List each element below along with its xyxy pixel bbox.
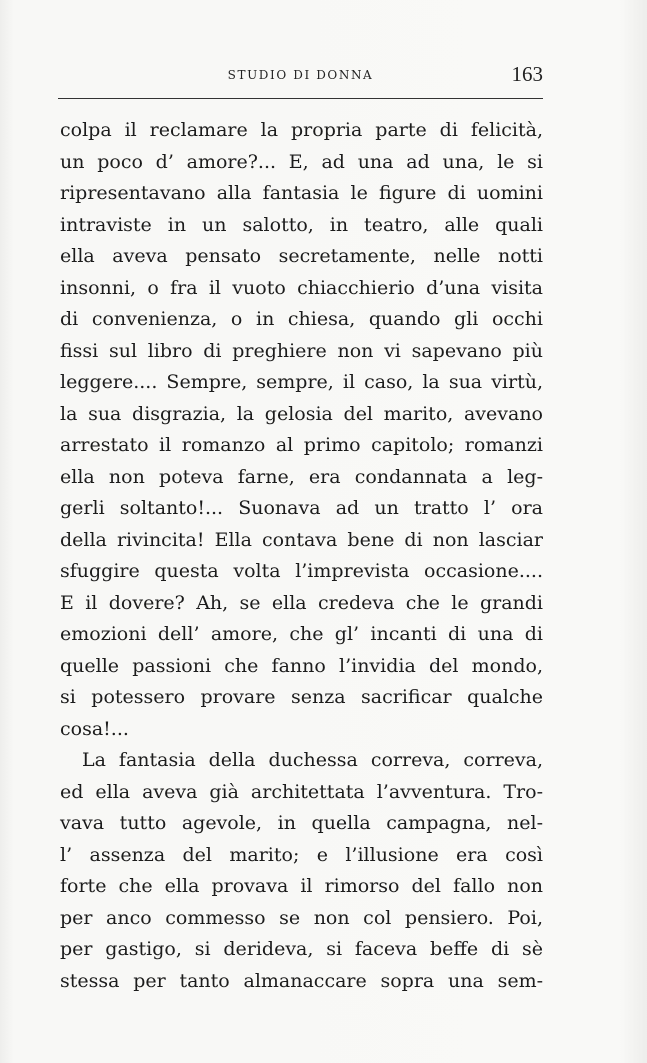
text-line: per anco commesso se non col pensiero. Poi,	[60, 906, 543, 929]
text-line: di convenienza, o in chiesa, quando gli occhi	[60, 308, 543, 330]
text-line: per gastigo, si derideva, si faceva beffe di sè	[60, 938, 543, 960]
text-line: vava tutto agevole, in quella campagna, nel-	[60, 812, 543, 834]
paragraph-start-line: La fantasia della duchessa correva, correva,	[82, 749, 543, 771]
text-line: l’ assenza del marito; e l’illusione era così	[60, 843, 543, 866]
text-line: ella non poteva farne, era condannata a leg-	[60, 465, 543, 488]
page-number: 163	[511, 62, 543, 86]
text-line: la sua disgrazia, la gelosia del marito, avevano	[60, 402, 543, 425]
text-line: emozioni dell’ amore, che gl’ incanti di una di	[60, 623, 543, 645]
text-line: gerli soltanto!... Suonava ad un tratto l’ ora	[60, 497, 543, 519]
text-line: stessa per tanto almanaccare sopra una sem-	[60, 969, 543, 992]
text-line: forte che ella provava il rimorso del fallo non	[60, 875, 543, 897]
text-line: si potessero provare senza sacrificar qualche	[60, 686, 543, 708]
text-line: ed ella aveva già architettata l’avventura. Tro-	[60, 780, 543, 803]
running-title: STUDIO DI DONNA	[227, 68, 374, 82]
text-line: sfuggire questa volta l’imprevista occasione....	[60, 560, 543, 582]
text-line: insonni, o fra il vuoto chiacchierio d’una visita	[60, 276, 543, 299]
text-line: fissi sul libro di preghiere non vi sapevano più	[60, 339, 543, 362]
text-line: colpa il reclamare la propria parte di felicità,	[60, 119, 543, 141]
text-line: leggere.... Sempre, sempre, il caso, la sua virtù,	[60, 371, 543, 393]
text-line: E il dovere? Ah, se ella credeva che le grandi	[60, 591, 543, 614]
text-line: ripresentavano alla fantasia le figure di uomini	[60, 182, 543, 204]
header-rule	[58, 98, 543, 99]
text-line: quelle passioni che fanno l’invidia del mondo,	[60, 654, 543, 677]
body-text	[60, 115, 543, 997]
text-line: arrestato il romanzo al primo capitolo; romanzi	[60, 434, 543, 456]
text-line: ella aveva pensato secretamente, nelle notti	[60, 245, 543, 267]
text-line: un poco d’ amore?... E, ad una ad una, le si	[60, 150, 543, 173]
text-line: della rivincita! Ella contava bene di non lasciar	[60, 528, 543, 551]
text-line: intraviste in un salotto, in teatro, alle quali	[60, 213, 543, 236]
paragraph-end-line: cosa!...	[60, 717, 129, 740]
running-head	[58, 62, 543, 86]
